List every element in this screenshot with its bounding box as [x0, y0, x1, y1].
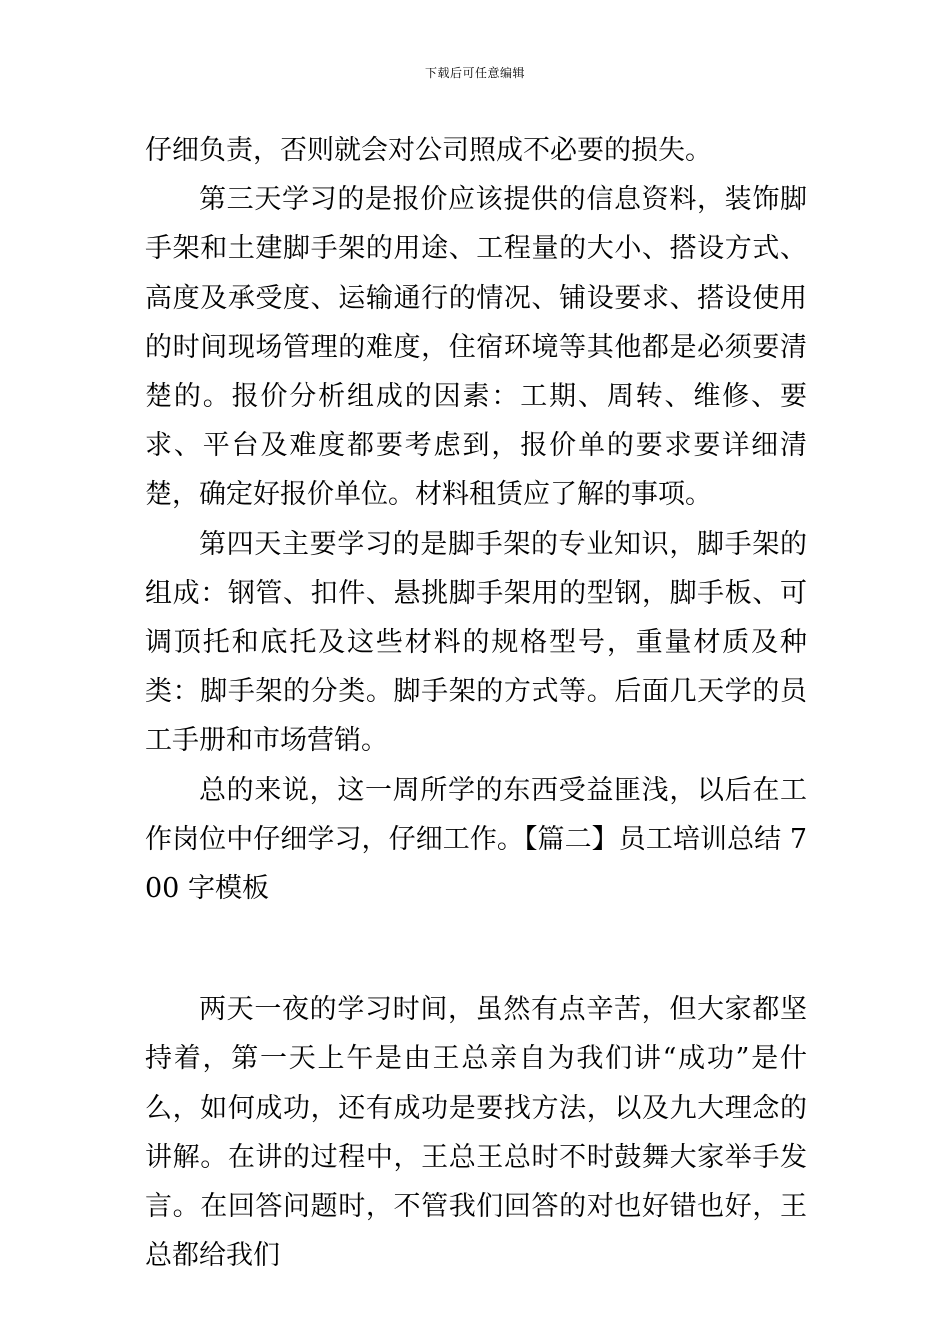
paragraph-day-three: 第三天学习的是报价应该提供的信息资料，装饰脚手架和土建脚手架的用途、工程量的大小、搭设方式、高度及承受度、运输通行的情况、铺设要求、搭设使用的时间现场管理的难度，住宿环境等其他都是必须要清楚的。报价分析组成的因素：工期、周转、维修、要求、平台及难度都要考虑到，报价单的要求要详细清楚，确定好报价单位。材料租赁应了解的事项。: [145, 184, 807, 511]
page-header-note: 下载后可任意编辑: [424, 66, 525, 80]
paragraph-day-four: 第四天主要学习的是脚手架的专业知识，脚手架的组成：钢管、扣件、悬挑脚手架用的型钢，脚手板、可调顶托和底托及这些材料的规格型号，重量材质及种类：脚手架的分类。脚手架的方式等。后面几天学的员工手册和市场营销。: [145, 528, 807, 757]
paragraph-summary: 总的来说，这一周所学的东西受益匪浅，以后在工作岗位中仔细学习，仔细工作。【篇二】员工培训总结 700 字模板: [145, 774, 807, 905]
paragraph-two-days: 两天一夜的学习时间，虽然有点辛苦，但大家都坚持着，第一天上午是由王总亲自为我们讲“成功”是什么，如何成功，还有成功是要找方法，以及九大理念的讲解。在讲的过程中，王总王总时不时鼓舞大家举手发言。在回答问题时，不管我们回答的对也好错也好，王总都给我们: [145, 994, 807, 1272]
paragraph-continuation: 仔细负责，否则就会对公司照成不必要的损失。: [145, 135, 712, 166]
document-body: [145, 126, 807, 1280]
